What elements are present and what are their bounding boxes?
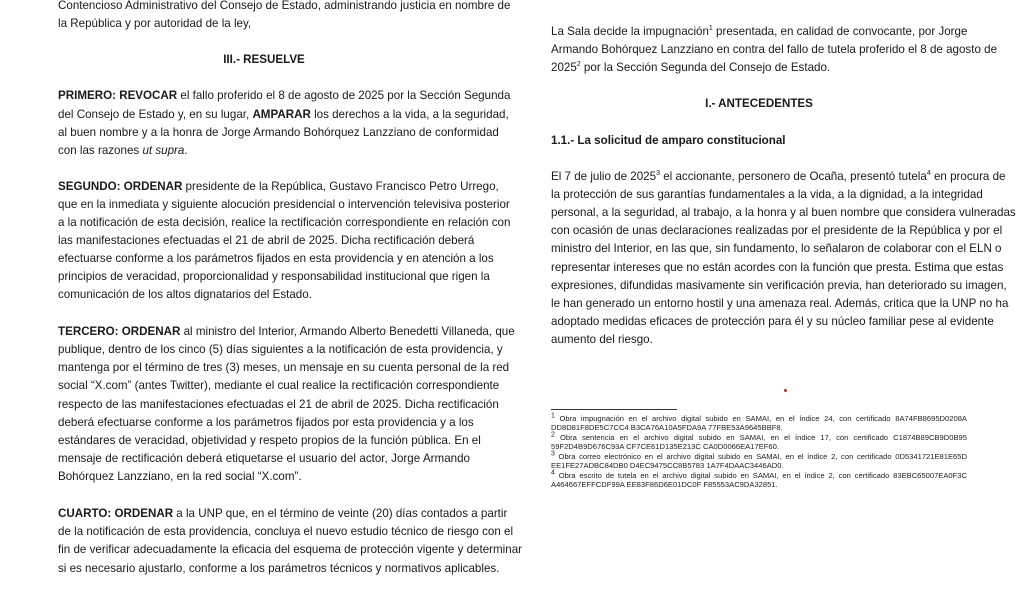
primero-line-3: al buen nombre y a la honra de Jorge Armando Bohórquez Lanzziano de conformidad: [58, 126, 499, 139]
intro-line-1: Contencioso Administrativo del Consejo de Estado, administrando justicia en nombre de: [58, 0, 511, 12]
tercero-line-6: deberá efectuarse conforme a los parámetros fijados por esta providencia y a los: [58, 416, 474, 429]
footnote-ref-3[interactable]: 3: [656, 170, 660, 178]
body-line-5: ministro del Interior, en las que, sin fundamento, lo señalaron de colaborar con el ELN o: [551, 242, 1002, 255]
body-line-3: personal, a la seguridad, al trabajo, a la honra y al buen nombre que considera vulneradas: [551, 206, 1016, 219]
cuarto-label: CUARTO: ORDENAR: [58, 507, 174, 520]
footnote-3-line-2: EE1FE27ADBC84DB0 D4EC9475CC8B5783 1A7F4DAAC3446AD0.: [551, 461, 784, 470]
footnote-1-line-2: DD8D81F8DE5C7CC4 B3CA76A10A5FDA9A 77FBE53A9645BBF8.: [551, 423, 783, 432]
body-line-6: representar intereses que no están acordes con la función que presta. Estima que estas: [551, 261, 1004, 274]
footnote-separator: [551, 409, 677, 410]
segundo-label: SEGUNDO: ORDENAR: [58, 180, 183, 193]
primero-line-1: PRIMERO: REVOCAR el fallo proferido el 8 de agosto de 2025 por la Sección Segunda: [58, 89, 511, 102]
tercero-line-4: social “X.com” (antes Twitter), mediante el cual realice la rectificación correspondiente: [58, 379, 500, 392]
tercero-line-3: mantenga por el término de tres (3) meses, un mensaje en su cuenta personal de la red: [58, 361, 510, 374]
primero-line-4: con las razones ut supra.: [58, 144, 188, 157]
body-line-1: El 7 de julio de 2025$^3$ el accionante, personero de Ocaña, presentó tutela$^4$ en procura de: [551, 170, 1006, 183]
cuarto-line-2: de la notificación de esta providencia, concluya el nuevo estudio técnico de riesgo con el: [58, 525, 514, 538]
tercero-line-5: respecto de las manifestaciones efectuadas el 21 de abril de 2025. Dicha rectificación: [58, 398, 499, 411]
subsection-title: 1.1.- La solicitud de amparo constitucional: [551, 134, 786, 147]
footnote-3-line-1: $^3$ Obra correo electrónico en el archivo digital subido en SAMAI, en el índice 2, con certificado 0D5341721E81E65D: [551, 450, 967, 461]
body-line-8: le han generado un entorno hostil y una amenaza real. Además, critica que la UNP no ha: [551, 297, 1009, 310]
segundo-line-5: efectuarse conforme a los parámetros fijados en esta providencia y en atención a los: [58, 252, 494, 265]
red-dot-mark: [784, 389, 787, 392]
segundo-line-1: SEGUNDO: ORDENAR presidente de la República, Gustavo Francisco Petro Urrego,: [58, 180, 499, 193]
footnote-ref-2[interactable]: 2: [576, 61, 581, 69]
body-line-2: la protección de sus garantías fundamentales a la vida, a la dignidad, a la integridad: [551, 188, 983, 201]
segundo-line-2: que en la inmediata y siguiente alocución presidencial o intervención televisiva posterior: [58, 198, 510, 211]
body-line-9: adoptado medidas eficaces de protección para él y su núcleo familiar pese al evidente: [551, 315, 994, 328]
tercero-line-2: publique, dentro de los cinco (5) días siguientes a la notificación de esta providencia, y: [58, 343, 503, 356]
cuarto-line-4: si es necesario ajustarlo, conforme a los parámetros técnicos y normativos aplicables.: [58, 562, 500, 575]
footnote-4-line-1: $^4$ Obra escrito de tutela en el archivo digital subido en SAMAI, en el índice 2, con certificado 83EBC65007EA0F3C: [551, 469, 967, 480]
footnote-4-number: 4: [551, 469, 555, 477]
amparar-label: AMPARAR: [252, 108, 311, 121]
tercero-line-1: TERCERO: ORDENAR al ministro del Interior, Armando Alberto Benedetti Villaneda, que: [58, 325, 515, 338]
footnote-2-line-1: $^2$ Obra sentencia en el archivo digital subido en SAMAI, en el índice 17, con certificado C1874B89CB9D0B95: [551, 431, 967, 442]
right-intro-line-1: La Sala decide la impugnación$^1$ presentada, en calidad de convocante, por Jorge: [551, 25, 968, 38]
body-line-10: aumento del riesgo.: [551, 333, 653, 346]
right-intro-line-2: Armando Bohórquez Lanzziano en contra del fallo de tutela proferido el 8 de agosto de: [551, 43, 998, 56]
footnote-3-number: 3: [551, 450, 555, 458]
segundo-line-4: las manifestaciones efectuadas el 21 de abril de 2025. Dicha rectificación deberá: [58, 234, 475, 247]
footnote-1-number: 1: [551, 412, 555, 420]
footnote-1-line-1: $^1$ Obra impugnación en el archivo digital subido en SAMAI, en el índice 24, con certificado 8A74FB8695D0208A: [551, 412, 967, 423]
footnote-2-line-2: 59F2D4B9D676C93A CF7CE61D135E213C CA0D0066EA17EF60.: [551, 442, 779, 451]
cuarto-line-1: CUARTO: ORDENAR a la UNP que, en el término de veinte (20) días contados a partir: [58, 507, 508, 520]
footnote-ref-1[interactable]: 1: [708, 25, 713, 33]
segundo-line-7: comunicación de los altos dignatarios del Estado.: [58, 288, 312, 301]
primero-line-2: del Consejo de Estado y, en su lugar, AMPARAR los derechos a la vida, a la seguridad,: [58, 108, 509, 121]
primero-label: PRIMERO: REVOCAR: [58, 89, 178, 102]
tercero-line-9: Bohórquez Lanzziano, en la red social “X.com”.: [58, 470, 302, 483]
cuarto-line-3: fin de verificar adecuadamente la eficacia del esquema de protección vigente y determinar: [58, 543, 523, 556]
right-intro-line-3: 2025$^2$ por la Sección Segunda del Consejo de Estado.: [551, 61, 831, 74]
body-line-4: con ocasión de unas declaraciones realizadas por el presidente de la República y por el: [551, 224, 1003, 237]
segundo-line-6: principios de veracidad, proporcionalidad y responsabilidad institucional que rigen la: [58, 270, 490, 283]
tercero-label: TERCERO: ORDENAR: [58, 325, 181, 338]
section-title-resuelve: III.- RESUELVE: [223, 53, 305, 66]
segundo-line-3: a la notificación de esta decisión, realice la rectificación correspondiente en relación con: [58, 216, 511, 229]
body-line-7: expresiones, difundidas masivamente sin verificación previa, han deteriorado su imagen,: [551, 279, 1007, 292]
intro-line-2: la República y por autoridad de la ley,: [58, 17, 252, 30]
tercero-line-8: mensaje de rectificación deberá etiquetarse el usuario del actor, Jorge Armando: [58, 452, 470, 465]
footnote-ref-4[interactable]: 4: [926, 170, 931, 178]
footnote-4-line-2: A464667EFFCDF99A EE83F86D6E01DC0F F85553AC9DA32851.: [551, 480, 778, 489]
tercero-line-7: estándares de veracidad, objetividad y respeto propios de la función pública. En el: [58, 434, 481, 447]
footnote-2-number: 2: [551, 431, 555, 439]
section-title-antecedentes: I.- ANTECEDENTES: [705, 97, 813, 110]
